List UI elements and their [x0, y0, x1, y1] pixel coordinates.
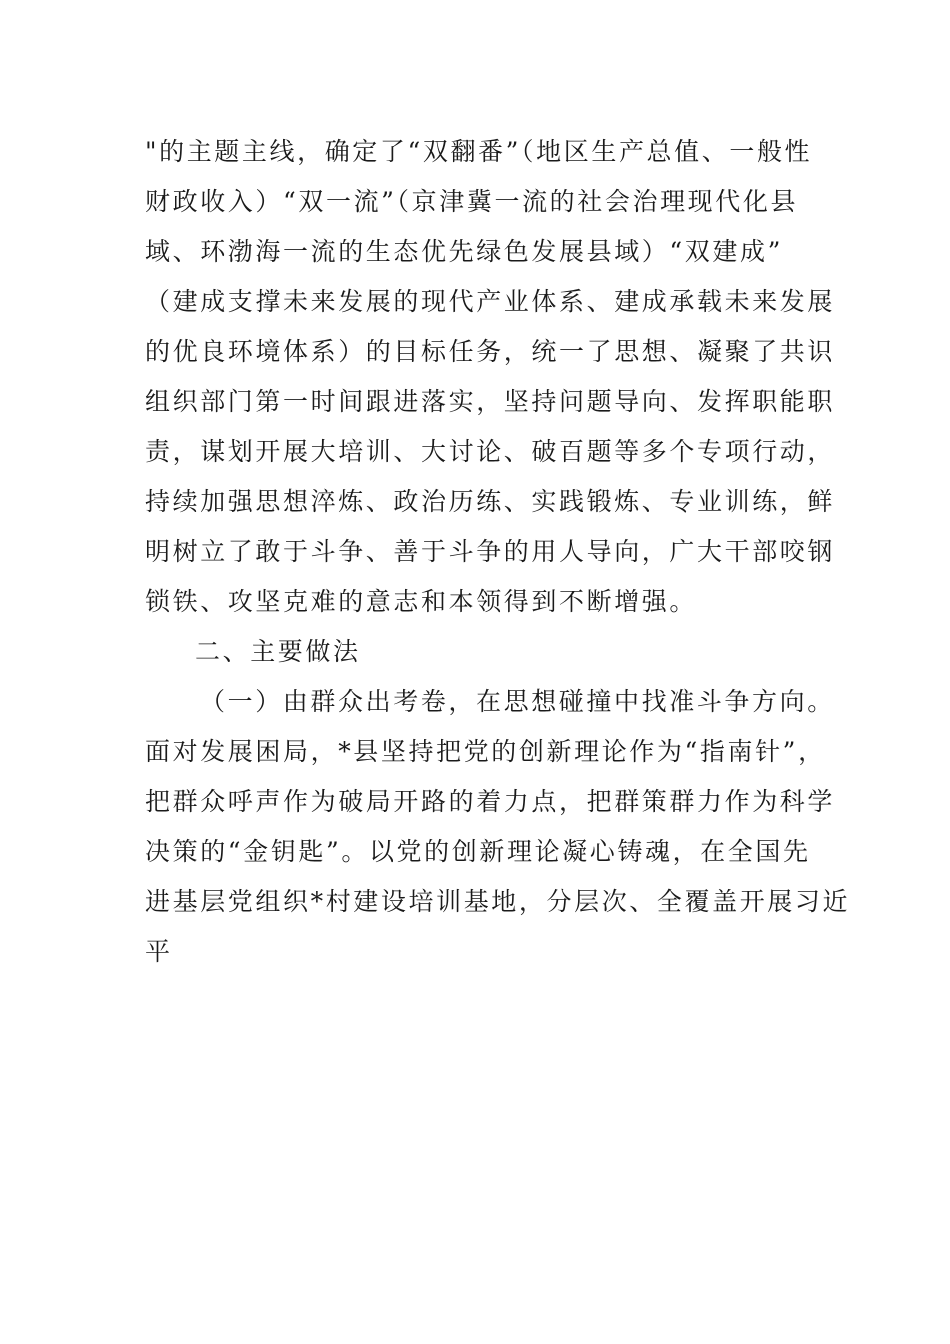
paragraph-line: 把群众呼声作为破局开路的着力点，把群策群力作为科学 [145, 787, 836, 816]
section-heading: 二、主要做法 [195, 637, 361, 666]
paragraph-line: "的主题主线，确定了“双翻番”（地区生产总值、一般性 [145, 137, 813, 166]
paragraph-line: 组织部门第一时间跟进落实，坚持问题导向、发挥职能职 [145, 387, 836, 416]
paragraph-line: 锁铁、攻坚克难的意志和本领得到不断增强。 [145, 587, 698, 616]
paragraph-line: 进基层党组织*村建设培训基地，分层次、全覆盖开展习近 [145, 887, 851, 916]
paragraph-line: 决策的“金钥匙”。以党的创新理论凝心铸魂，在全国先 [145, 837, 811, 866]
paragraph-line: 面对发展困局，*县坚持把党的创新理论作为“指南针”， [145, 737, 826, 766]
paragraph-line: 域、环渤海一流的生态优先绿色发展县域）“双建成” [145, 237, 783, 266]
paragraph-line: （建成支撑未来发展的现代产业体系、建成承载未来发展 [145, 287, 836, 316]
paragraph-line: 持续加强思想淬炼、政治历练、实践锻炼、专业训练，鲜 [145, 487, 836, 516]
paragraph-line: 平 [145, 937, 173, 966]
sub-heading: （一）由群众出考卷，在思想碰撞中找准斗争方向。 [200, 687, 835, 716]
document-body [145, 127, 851, 977]
paragraph-line: 明树立了敢于斗争、善于斗争的用人导向，广大干部咬钢 [145, 537, 836, 566]
paragraph-line: 的优良环境体系）的目标任务，统一了思想、凝聚了共识 [145, 337, 836, 366]
paragraph-line: 责，谋划开展大培训、大讨论、破百题等多个专项行动， [145, 437, 836, 466]
paragraph-line: 财政收入）“双一流”（京津冀一流的社会治理现代化县 [145, 187, 799, 216]
